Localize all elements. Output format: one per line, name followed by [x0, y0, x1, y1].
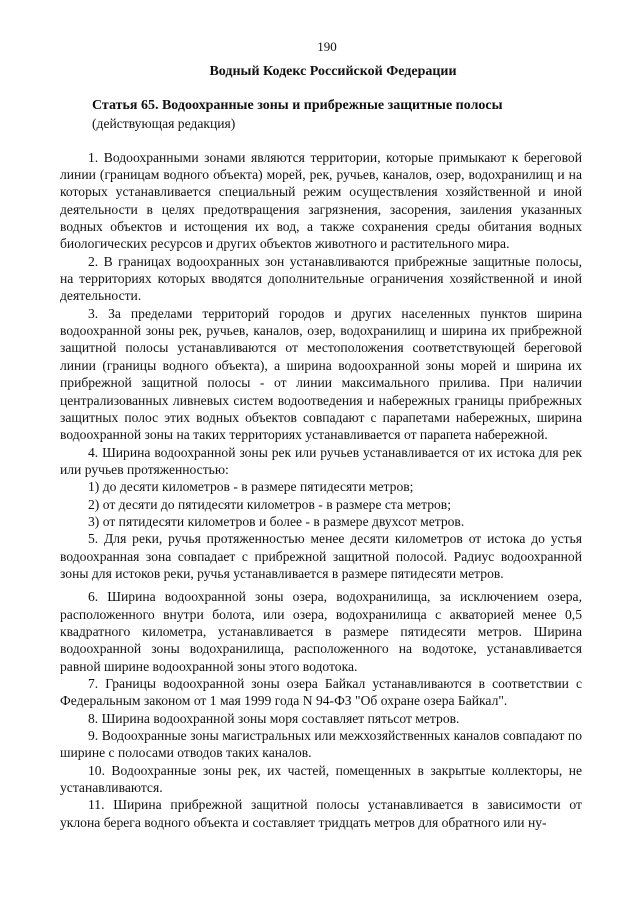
paragraph-10: 10. Водоохранные зоны рек, их частей, помещенных в закрытые коллекторы, не устанавливаются. — [60, 762, 582, 796]
list-item-1: 1) до десяти километров - в размере пятидесяти метров; — [88, 479, 414, 495]
paragraph-8: 8. Ширина водоохранной зоны моря составляет пятьсот метров. — [88, 710, 460, 726]
paragraph-3: 3. За пределами территорий городов и других населенных пунктов ширина водоохранной зоны рек, ручьев, каналов, озер, водохранилищ и ширина их прибрежной защитной полосы устанавливаются от местоположения соответствующей береговой линии (границы водного объекта), а ширина водоохранной зоны морей и ширина их прибрежной защитной полосы - от линии максимального прилива. При наличии централизованных ливневых систем водоотведения и набережных границы прибрежных защитных полос этих водных объектов совпадают с парапетами набережных, ширина водоохранной зоны на таких территориях устанавливается от парапета набережной. — [60, 305, 582, 443]
paragraph-1: 1. Водоохранными зонами являются территории, которые примыкают к береговой линии (границам водного объекта) морей, рек, ручьев, каналов, озер, водохранилищ и на которых устанавливается специальный режим осуществления хозяйственной и иной деятельности в целях предотвращения загрязнения, засорения, заиления указанных водных объектов и истощения их вод, а также сохранения среды обитания водных биологических ресурсов и других объектов животного и растительного мира. — [60, 149, 582, 252]
paragraph-9: 9. Водоохранные зоны магистральных или межхозяйственных каналов совпадают по ширине с полосами отводов таких каналов. — [60, 728, 582, 761]
page-number: 190 — [317, 39, 337, 54]
list-item-3: 3) от пятидесяти километров и более - в размере двухсот метров. — [88, 513, 465, 529]
paragraph-5: 5. Для реки, ручья протяженностью менее десяти километров от истока до устья водоохранная зона совпадает с прибрежной защитной полосой. Радиус водоохранной зоны для истоков реки, ручья устанавливается в размере пятидесяти метров. — [60, 531, 582, 581]
article-subtitle: (действующая редакция) — [92, 115, 236, 131]
article-title: Статья 65. Водоохранные зоны и прибрежные защитные полосы — [92, 97, 503, 113]
list-item-2: 2) от десяти до пятидесяти километров - в размере ста метров; — [88, 496, 451, 512]
code-title: Водный Кодекс Российской Федерации — [209, 64, 457, 80]
paragraph-7: 7. Границы водоохранной зоны озера Байкал устанавливаются в соответствии с Федеральным законом от 1 мая 1999 года N 94-ФЗ "Об охране озера Байкал". — [60, 676, 582, 709]
paragraph-6: 6. Ширина водоохранной зоны озера, водохранилища, за исключением озера, расположенного внутри болота, или озера, водохранилища с акваторией менее 0,5 квадратного километра, устанавливается в размере пятидесяти метров. Ширина водоохранной зоны водохранилища, расположенного на водотоке, устанавливается равной ширине водоохранной зоны этого водотока. — [60, 589, 582, 674]
paragraph-11: 11. Ширина прибрежной защитной полосы устанавливается в зависимости от уклона берега водного объекта и составляет тридцать метров для обратного или ну- — [60, 797, 582, 830]
paragraph-2: 2. В границах водоохранных зон устанавливаются прибрежные защитные полосы, на территориях которых вводятся дополнительные ограничения хозяйственной и иной деятельности. — [60, 253, 582, 304]
paragraph-4: 4. Ширина водоохранной зоны рек или ручьев устанавливается от их истока для рек или ручьев протяженностью: — [60, 444, 582, 477]
